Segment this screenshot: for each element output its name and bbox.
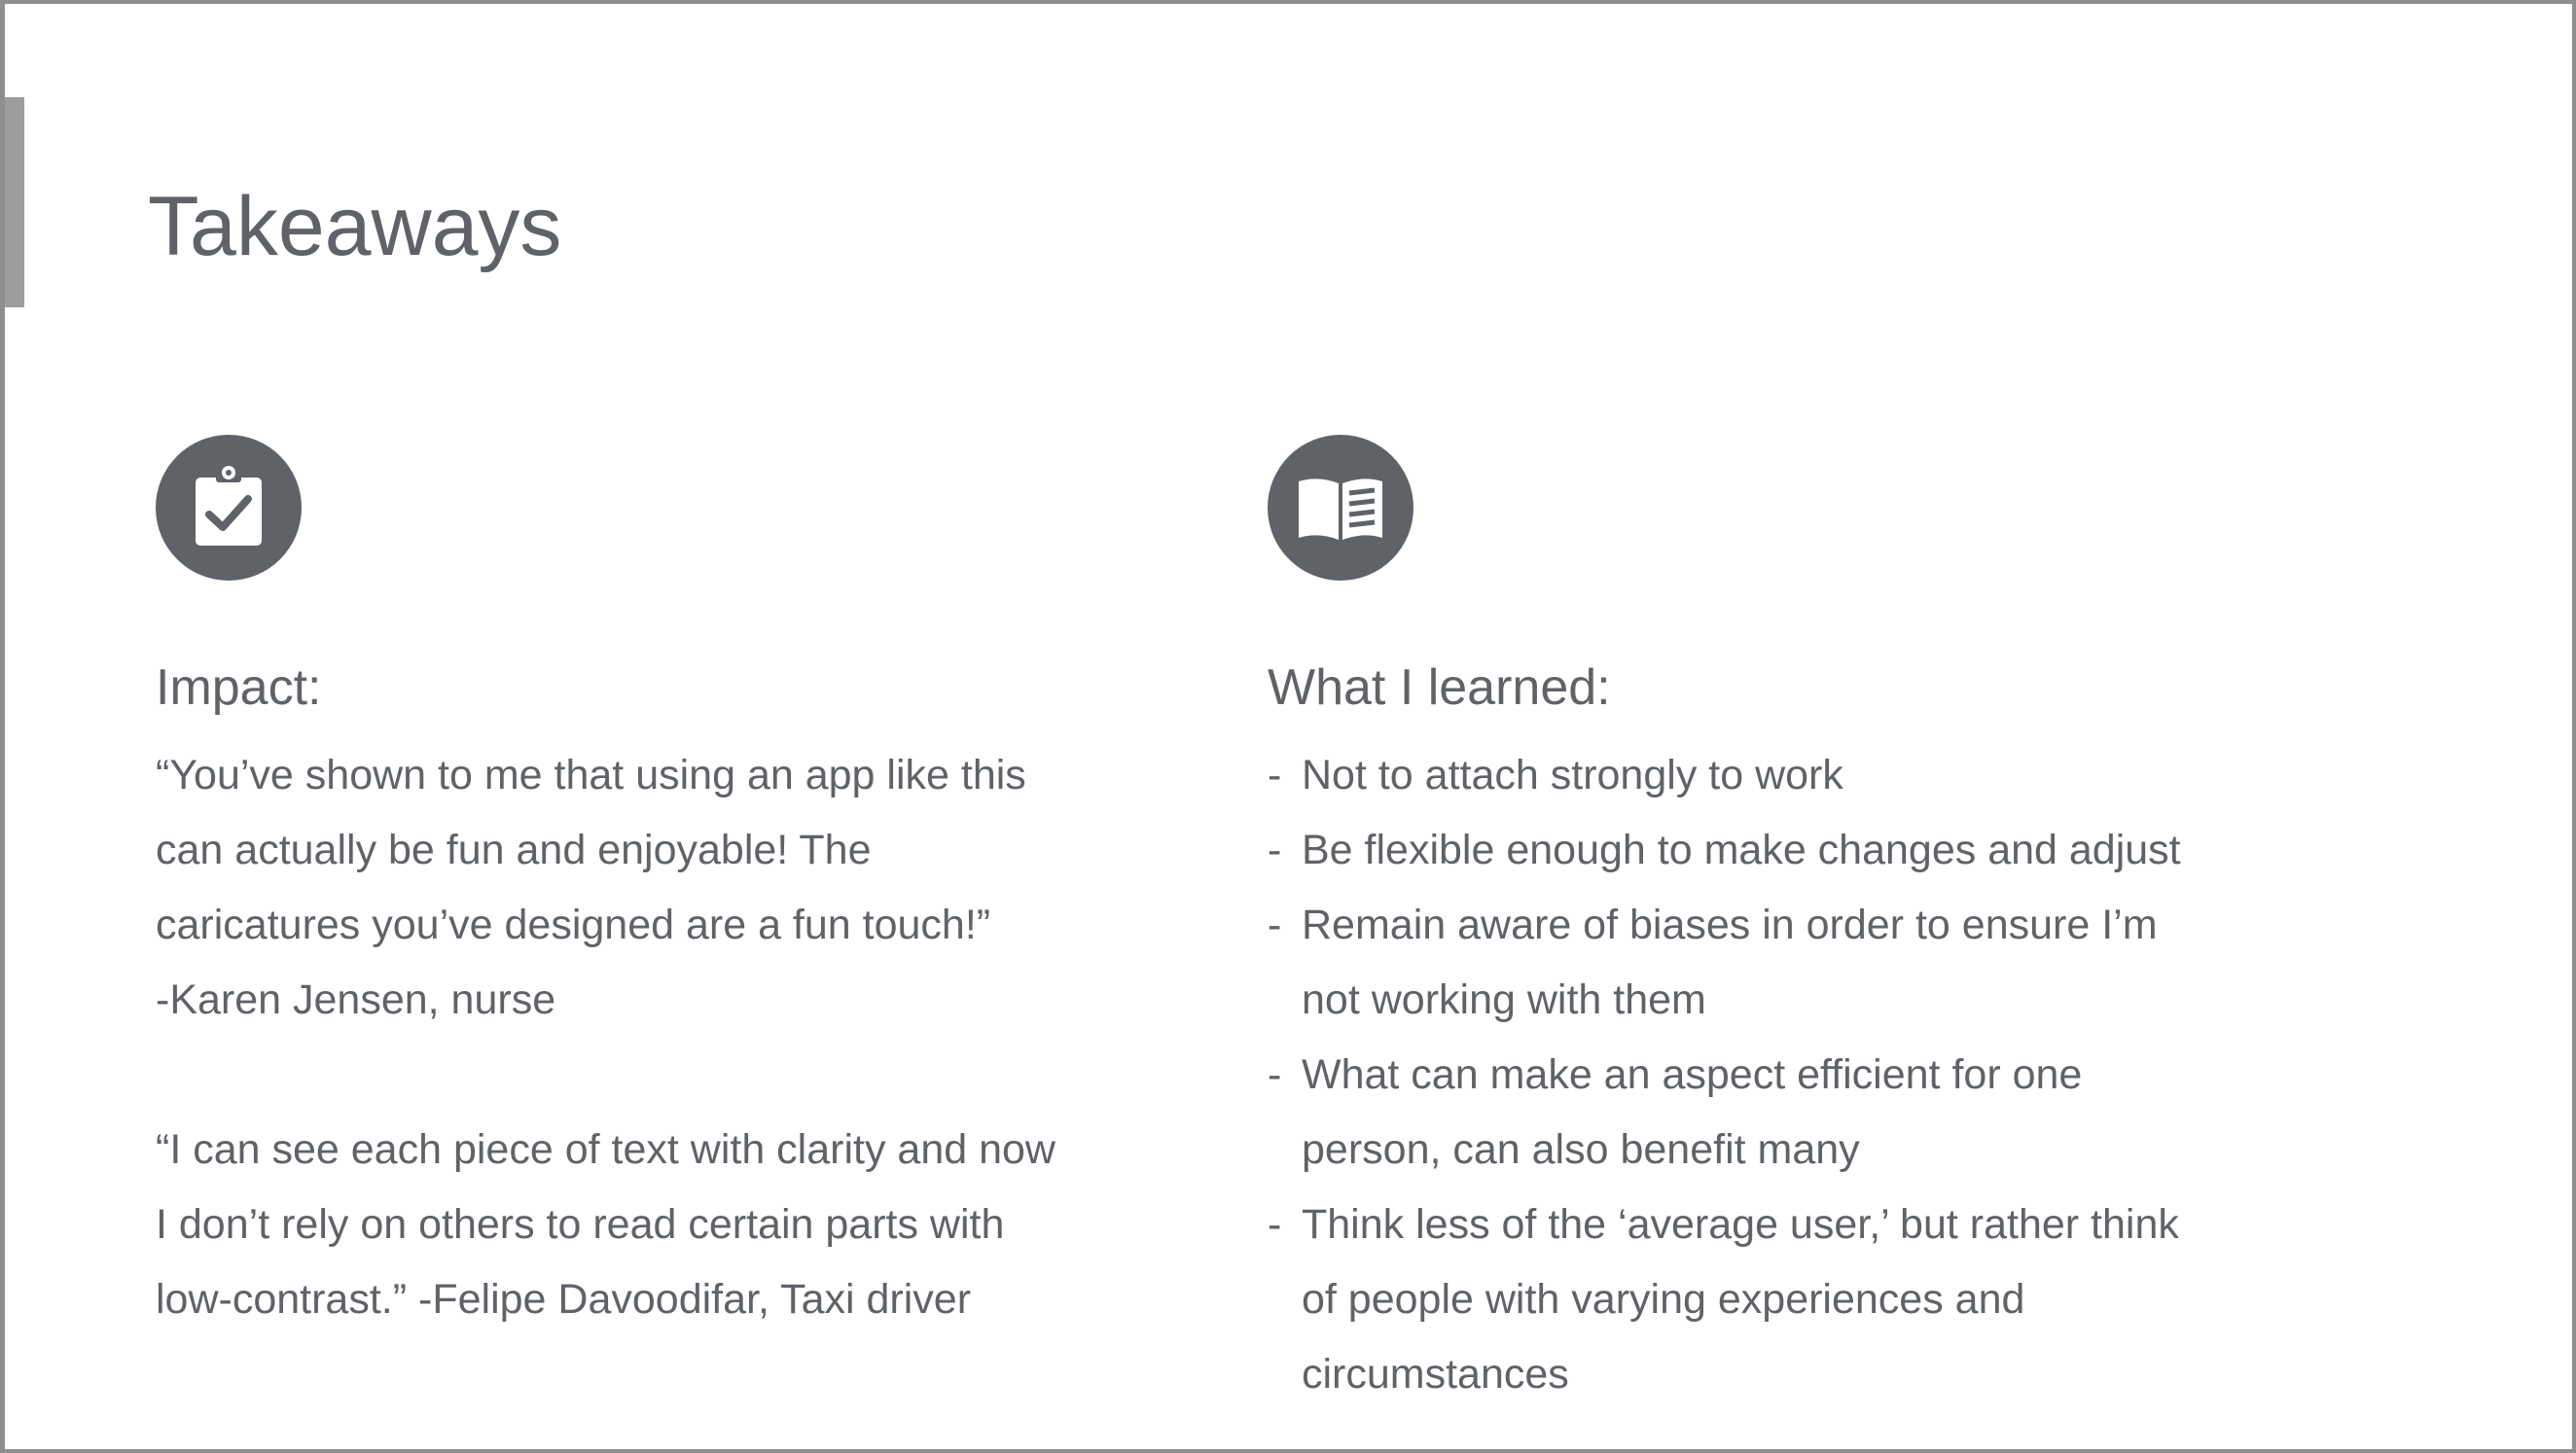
bullet-marker: - — [1268, 902, 1282, 948]
impact-line: “You’ve shown to me that using an app like this — [156, 752, 1026, 798]
learned-item: Be flexible enough to make changes and adjust — [1302, 827, 2181, 873]
bullet-marker: - — [1268, 1051, 1282, 1098]
learned-item-continuation: circumstances — [1302, 1351, 1569, 1398]
learned-heading: What I learned: — [1268, 659, 1611, 716]
learned-item: Not to attach strongly to work — [1302, 752, 1843, 798]
page-title: Takeaways — [148, 180, 562, 273]
impact-attribution: low-contrast.” -Felipe Davoodifar, Taxi driver — [156, 1276, 972, 1323]
bullet-marker: - — [1268, 752, 1282, 798]
impact-attribution: -Karen Jensen, nurse — [156, 976, 556, 1023]
bullet-marker: - — [1268, 1201, 1282, 1248]
open-book-icon — [1268, 435, 1413, 581]
bullet-marker: - — [1268, 827, 1282, 873]
learned-item-continuation: not working with them — [1302, 976, 1706, 1023]
impact-line: “I can see each piece of text with clarity and now — [156, 1126, 1055, 1173]
impact-line: caricatures you’ve designed are a fun touch!” — [156, 902, 991, 948]
learned-item: What can make an aspect efficient for one — [1302, 1051, 2083, 1098]
impact-line: I don’t rely on others to read certain parts with — [156, 1201, 1005, 1248]
learned-item-continuation: person, can also benefit many — [1302, 1126, 1860, 1173]
learned-item: Remain aware of biases in order to ensure I’m — [1302, 902, 2158, 948]
learned-item: Think less of the ‘average user,’ but rather think — [1302, 1201, 2179, 1248]
title-accent-bar — [5, 97, 24, 307]
impact-heading: Impact: — [156, 659, 322, 716]
impact-line: can actually be fun and enjoyable! The — [156, 827, 872, 873]
learned-item-continuation: of people with varying experiences and — [1302, 1276, 2025, 1323]
clipboard-check-icon — [156, 435, 302, 581]
